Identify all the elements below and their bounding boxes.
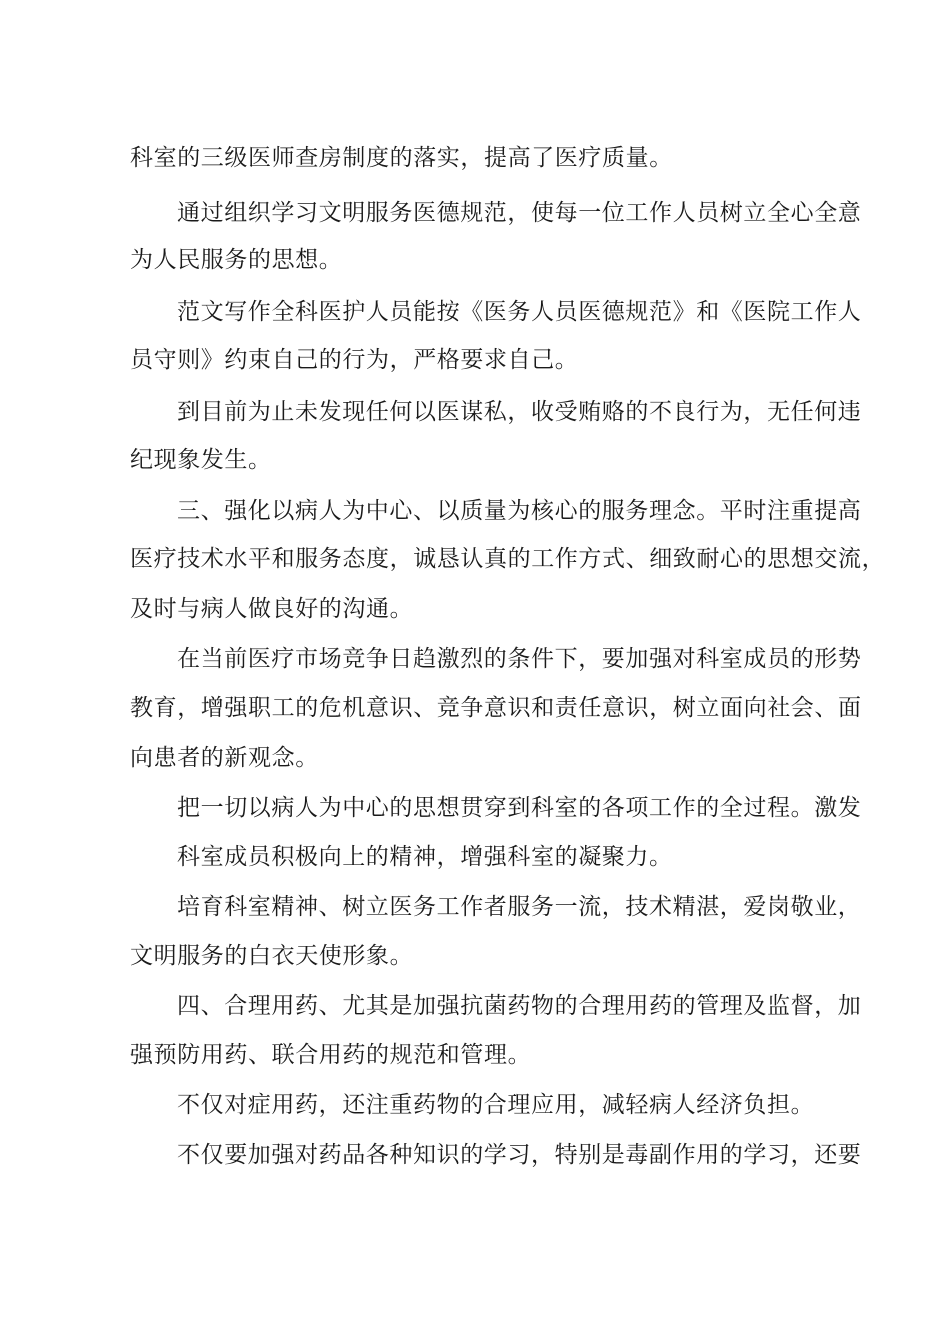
text-line: 向患者的新观念。 bbox=[130, 745, 319, 771]
text-line: 范文写作全科医护人员能按《医务人员医德规范》和《医院工作人 bbox=[177, 299, 862, 325]
text-line: 科室的三级医师查房制度的落实，提高了医疗质量。 bbox=[130, 145, 673, 171]
text-line: 到目前为止未发现任何以医谋私，收受贿赂的不良行为，无任何违 bbox=[177, 399, 862, 425]
text-line: 不仅要加强对药品各种知识的学习，特别是毒副作用的学习，还要 bbox=[177, 1142, 862, 1168]
text-line: 培育科室精神、树立医务工作者服务一流，技术精湛，爱岗敬业， bbox=[177, 894, 862, 920]
text-line: 三、强化以病人为中心、以质量为核心的服务理念。平时注重提高 bbox=[177, 498, 862, 524]
text-line: 四、合理用药、尤其是加强抗菌药物的合理用药的管理及监督，加 bbox=[177, 993, 862, 1019]
text-line: 把一切以病人为中心的思想贯穿到科室的各项工作的全过程。激发 bbox=[177, 795, 862, 821]
text-line: 教育，增强职工的危机意识、竞争意识和责任意识，树立面向社会、面 bbox=[130, 695, 862, 721]
text-line: 医疗技术水平和服务态度，诚恳认真的工作方式、细致耐心的思想交流， bbox=[130, 546, 886, 572]
text-line: 员守则》约束自己的行为，严格要求自己。 bbox=[130, 347, 579, 373]
text-line: 文明服务的白衣天使形象。 bbox=[130, 943, 414, 969]
text-line: 为人民服务的思想。 bbox=[130, 247, 343, 273]
text-line: 纪现象发生。 bbox=[130, 447, 272, 473]
text-line: 强预防用药、联合用药的规范和管理。 bbox=[130, 1042, 532, 1068]
text-line: 不仅对症用药，还注重药物的合理应用，减轻病人经济负担。 bbox=[177, 1092, 815, 1118]
text-line: 通过组织学习文明服务医德规范，使每一位工作人员树立全心全意 bbox=[177, 200, 862, 226]
text-line: 在当前医疗市场竞争日趋激烈的条件下，要加强对科室成员的形势 bbox=[177, 646, 862, 672]
text-line: 科室成员积极向上的精神，增强科室的凝聚力。 bbox=[177, 844, 673, 870]
text-line: 及时与病人做良好的沟通。 bbox=[130, 596, 414, 622]
